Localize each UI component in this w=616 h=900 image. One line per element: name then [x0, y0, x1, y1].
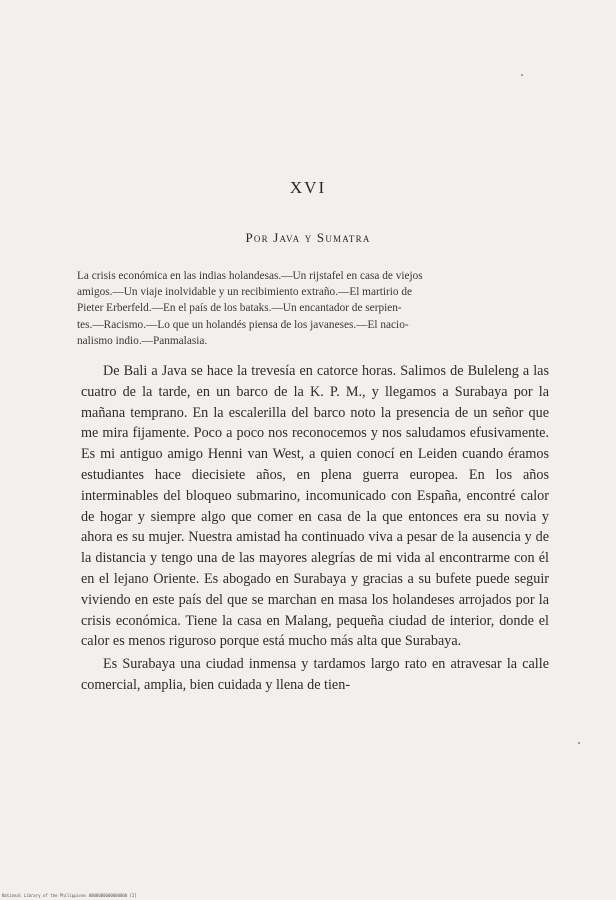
paper-speck: [521, 74, 523, 76]
summary-line: La crisis económica en las indias holandesas.—Un rijstafel en casa de viejos: [77, 270, 423, 282]
summary-line: tes.—Racismo.—Lo que un holandés piensa de los javaneses.—El nacio-: [77, 318, 409, 331]
paragraph: Es Surabaya una ciudad inmensa y tardamos largo rato en atravesar la calle comercial, amplia, bien cuidada y llena de tien-: [81, 656, 549, 693]
summary-line: Pieter Erberfeld.—En el país de los bataks.—Un encantador de serpien-: [77, 302, 402, 315]
chapter-body: [81, 361, 549, 696]
summary-line: amigos.—Un viaje inolvidable y un recibimiento extraño.—El martirio de: [77, 286, 413, 299]
paragraph: De Bali a Java se hace la trevesía en catorce horas. Salimos de Buleleng a las cuatro de la tarde, en un barco de la K. P. M., y llegamos a Surabaya por la mañana temprano. En la escalerilla del barco noto la presencia de un señor que me mira fijamente. Poco a poco nos reconocemos y nos saludamos efusivamente. Es mi antiguo amigo Henni van West, a quien conocí en Leiden cuando éramos estudiantes hace diecisiete años, en plena guerra europea. En los años interminables del bloqueo submarino, incomunicado con España, encontré calor de hogar y siempre algo que comer en casa de la que entonces era su novia y ahora es su mujer. Nuestra amistad ha continuado viva a pesar de la ausencia y de la distancia y tengo una de las mayores alegrías de mi vida al encontrarme con él en el lejano Oriente. Es abogado en Surabaya y gracias a su bufete puede seguir viviendo en este país del que se marchan en masa los holandeses arrojados por la crisis económica. Tiene la casa en Malang, pequeña ciudad de interior, donde el calor es menos riguroso porque está mucho más alta que Surabaya.: [81, 363, 549, 650]
chapter-summary: [77, 268, 547, 349]
paper-speck: [578, 742, 580, 744]
chapter-title: Por Java y Sumatra: [245, 230, 371, 245]
scan-footer: National Library of the Philippines 0000000000000000 [2]: [2, 893, 137, 898]
chapter-number: XVI: [289, 178, 327, 197]
summary-line: nalismo indio.—Panmalasia.: [77, 334, 208, 347]
